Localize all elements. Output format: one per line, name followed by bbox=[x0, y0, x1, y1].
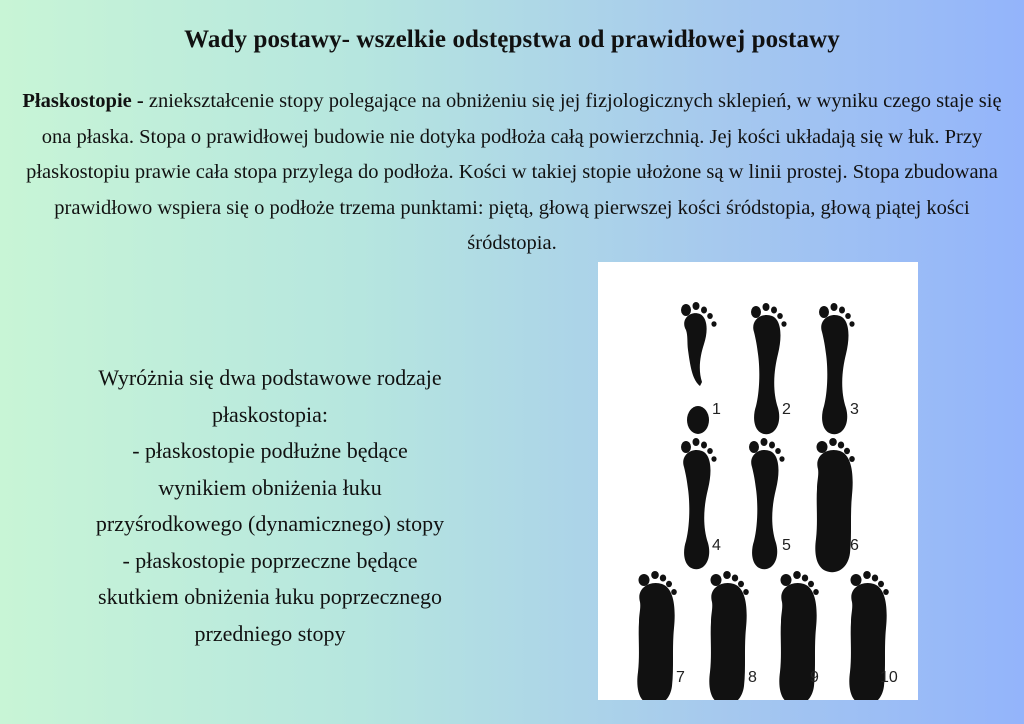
footprint-8 bbox=[709, 571, 748, 700]
footprint-6 bbox=[815, 438, 854, 572]
footprint-label-8: 8 bbox=[748, 669, 757, 686]
types-line: przyśrodkowego (dynamicznego) stopy bbox=[95, 511, 445, 536]
footprint-7 bbox=[637, 571, 676, 700]
footprints-figure bbox=[598, 262, 918, 700]
footprint-label-5: 5 bbox=[782, 537, 791, 554]
footprint-5 bbox=[749, 438, 785, 569]
footprint-label-6: 6 bbox=[850, 537, 859, 554]
types-line: wynikiem obniżenia łuku bbox=[158, 474, 382, 500]
footprint-label-7: 7 bbox=[676, 669, 685, 686]
footprint-label-1: 1 bbox=[712, 401, 721, 418]
types-line: - płaskostopie poprzeczne będące bbox=[122, 547, 418, 573]
flatfoot-types-text bbox=[40, 360, 500, 652]
footprint-label-4: 4 bbox=[712, 537, 721, 554]
definition-paragraph bbox=[22, 84, 1002, 262]
types-line: Wyróżnia się dwa podstawowe rodzaje bbox=[98, 365, 442, 390]
footprint-label-2: 2 bbox=[782, 401, 791, 418]
definition-text: zniekształcenie stopy polegające na obniżeniu się jej fizjologicznych sklepień, w wyniku czego staje się ona płaska. Stopa o prawidłowej budowie nie dotyka podłoża całą powierzchnią. Jej kości układają się w łuk. Przy płaskostopiu prawie cała stopa przylega do podłoża. Kości w takiej stopie ułożone są w linii prostej. Stopa zbudowana prawidłowo wspiera się o podłoże trzema punktami: piętą, głową pierwszej kości śródstopia, głową piątej kości śródstopia. bbox=[26, 90, 1002, 254]
types-line: płaskostopia: bbox=[211, 401, 329, 427]
footprint-label-3: 3 bbox=[850, 401, 859, 418]
footprint-label-10: 10 bbox=[880, 669, 898, 686]
types-line: skutkiem obniżenia łuku poprzecznego bbox=[98, 584, 442, 609]
footprint-label-9: 9 bbox=[810, 669, 819, 686]
types-line: - płaskostopie podłużne będące bbox=[132, 438, 408, 463]
types-line: przedniego stopy bbox=[194, 620, 346, 646]
page-title: Wady postawy- wszelkie odstępstwa od prawidłowej postawy bbox=[184, 26, 840, 53]
definition-term: Płaskostopie - bbox=[22, 90, 144, 112]
footprints-illustration bbox=[598, 262, 918, 700]
